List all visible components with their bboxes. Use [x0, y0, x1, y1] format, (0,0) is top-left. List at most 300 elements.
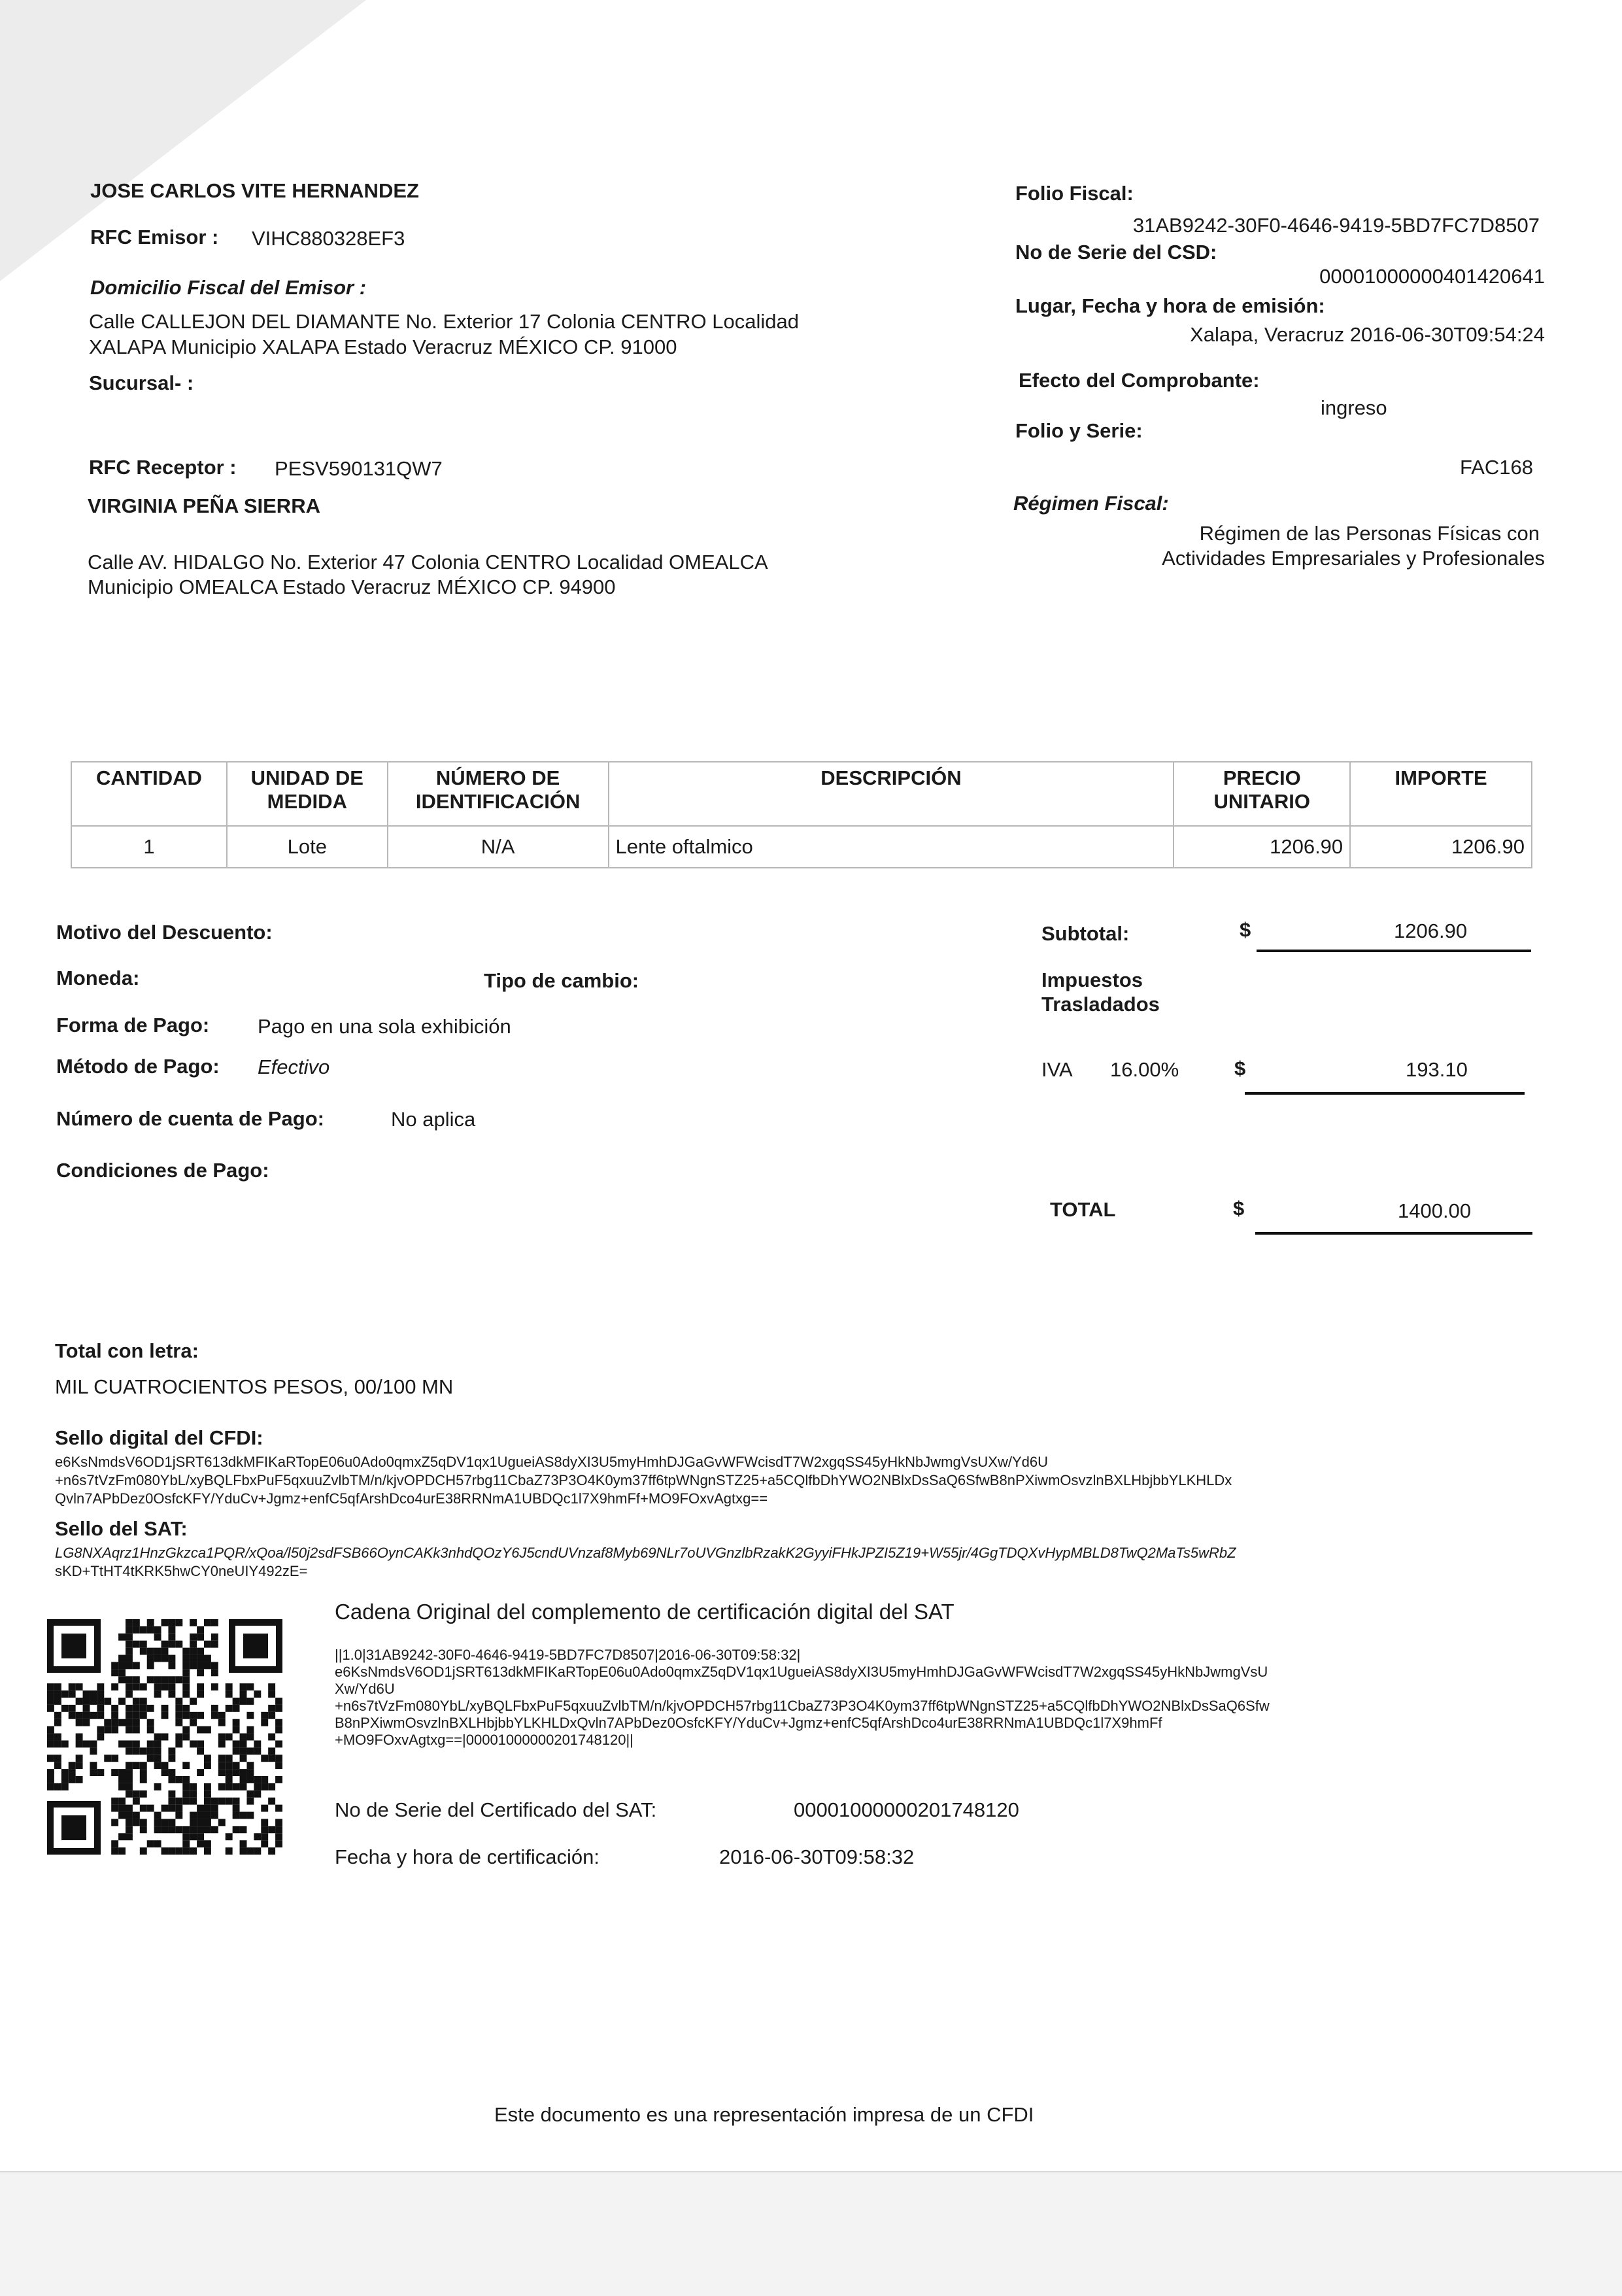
qr-module [168, 1634, 175, 1641]
qr-code [47, 1619, 282, 1855]
qr-module [197, 1683, 204, 1690]
qr-module [275, 1805, 282, 1812]
qr-module [83, 1698, 90, 1705]
qr-module [233, 1769, 240, 1776]
qr-module [211, 1662, 218, 1669]
qr-module [147, 1626, 154, 1634]
impuestos-label-1: Impuestos [1041, 968, 1143, 991]
qr-module [254, 1747, 261, 1755]
qr-module [233, 1783, 240, 1791]
cell-descripcion: Lente oftalmico [609, 826, 1174, 868]
qr-module [147, 1805, 154, 1812]
qr-module [168, 1805, 175, 1812]
qr-module [140, 1641, 147, 1648]
qr-module [197, 1712, 204, 1719]
qr-module [211, 1712, 218, 1719]
metodo-pago-value: Efectivo [258, 1055, 330, 1078]
moneda-label: Moneda: [56, 967, 140, 989]
qr-module [133, 1726, 140, 1734]
qr-module [240, 1826, 247, 1833]
qr-module [126, 1826, 133, 1833]
qr-module [261, 1783, 268, 1791]
qr-module [240, 1747, 247, 1755]
qr-module [118, 1655, 126, 1662]
qr-module [126, 1683, 133, 1690]
qr-module [147, 1719, 154, 1726]
qr-module [218, 1755, 226, 1762]
sello-sat-label: Sello del SAT: [55, 1517, 188, 1540]
qr-module [218, 1740, 226, 1747]
qr-module [190, 1619, 197, 1626]
qr-module [168, 1676, 175, 1683]
header-descripcion: DESCRIPCIÓN [609, 762, 1174, 826]
qr-module [154, 1755, 161, 1762]
qr-module [61, 1769, 69, 1776]
qr-module [240, 1698, 247, 1705]
header-precio-unitario: PRECIO UNITARIO [1174, 762, 1350, 826]
subtotal-currency: $ [1240, 918, 1251, 941]
qr-module [133, 1719, 140, 1726]
qr-module [226, 1833, 233, 1840]
domicilio-receptor-line1: Calle AV. HIDALGO No. Exterior 47 Colonia CENTRO Localidad OMEALCA [88, 551, 768, 574]
qr-module [182, 1690, 190, 1698]
qr-module [204, 1826, 211, 1833]
qr-module [175, 1705, 182, 1712]
qr-module [140, 1805, 147, 1812]
qr-module [154, 1676, 161, 1683]
qr-module [204, 1783, 211, 1791]
qr-module [126, 1747, 133, 1755]
qr-module [261, 1805, 268, 1812]
qr-module [168, 1847, 175, 1855]
qr-module [111, 1805, 118, 1812]
qr-module [154, 1655, 161, 1662]
qr-module [126, 1776, 133, 1783]
qr-module [275, 1833, 282, 1840]
folio-serie-value: FAC168 [1459, 456, 1533, 479]
qr-module [182, 1762, 190, 1769]
qr-module [126, 1762, 133, 1769]
qr-module [90, 1698, 97, 1705]
total-label: TOTAL [1050, 1198, 1116, 1221]
qr-module [233, 1705, 240, 1712]
qr-module [118, 1776, 126, 1783]
qr-module [190, 1634, 197, 1641]
qr-module [254, 1783, 261, 1791]
qr-module [261, 1776, 268, 1783]
qr-module [54, 1740, 61, 1747]
qr-module [154, 1747, 161, 1755]
qr-module [204, 1619, 211, 1626]
cell-cantidad: 1 [71, 826, 227, 868]
qr-module [61, 1705, 69, 1712]
rfc-receptor-label: RFC Receptor : [89, 456, 237, 479]
qr-module [168, 1755, 175, 1762]
qr-module [47, 1776, 54, 1783]
qr-module [90, 1690, 97, 1698]
qr-module [275, 1840, 282, 1847]
qr-module [140, 1698, 147, 1705]
qr-module [261, 1819, 268, 1826]
impuestos-label-2: Trasladados [1041, 993, 1160, 1016]
qr-module [226, 1762, 233, 1769]
qr-module [190, 1712, 197, 1719]
qr-module [54, 1734, 61, 1741]
qr-module [161, 1648, 169, 1655]
qr-module [154, 1626, 161, 1634]
iva-label: IVA [1041, 1058, 1073, 1081]
qr-module [118, 1634, 126, 1641]
qr-module [69, 1769, 76, 1776]
qr-module [218, 1734, 226, 1741]
qr-module [226, 1683, 233, 1690]
qr-module [190, 1648, 197, 1655]
qr-module [168, 1683, 175, 1690]
qr-module [47, 1698, 54, 1705]
qr-module [154, 1734, 161, 1741]
qr-module [204, 1641, 211, 1648]
qr-module [126, 1819, 133, 1826]
qr-module [133, 1798, 140, 1805]
qr-module [175, 1812, 182, 1819]
qr-module [182, 1648, 190, 1655]
qr-module [275, 1740, 282, 1747]
qr-module [275, 1698, 282, 1705]
qr-module [246, 1798, 254, 1805]
qr-module [111, 1798, 118, 1805]
qr-module [246, 1683, 254, 1690]
qr-module [268, 1783, 275, 1791]
qr-module [133, 1740, 140, 1747]
qr-module [168, 1690, 175, 1698]
qr-module [246, 1734, 254, 1741]
qr-module [226, 1783, 233, 1791]
serie-certificado-value: 00001000000201748120 [794, 1798, 1019, 1821]
qr-module [118, 1698, 126, 1705]
lugar-fecha-value: Xalapa, Veracruz 2016-06-30T09:54:24 [1190, 323, 1545, 346]
qr-module [233, 1747, 240, 1755]
qr-module [83, 1719, 90, 1726]
qr-module [83, 1740, 90, 1747]
iva-underline [1245, 1092, 1525, 1095]
qr-module [161, 1805, 169, 1812]
qr-module [168, 1619, 175, 1626]
qr-module [182, 1669, 190, 1676]
qr-module [226, 1769, 233, 1776]
cadena-line1: ||1.0|31AB9242-30F0-4646-9419-5BD7FC7D8507|2016-06-30T09:58:32| [335, 1647, 801, 1663]
metodo-pago-label: Método de Pago: [56, 1055, 220, 1078]
qr-module [133, 1619, 140, 1626]
qr-module [190, 1812, 197, 1819]
qr-module [147, 1648, 154, 1655]
qr-module [190, 1819, 197, 1826]
qr-module [111, 1840, 118, 1847]
domicilio-receptor-line2: Municipio OMEALCA Estado Veracruz MÉXICO CP. 94900 [88, 575, 616, 598]
forma-pago-value: Pago en una sola exhibición [258, 1015, 511, 1038]
qr-module [111, 1755, 118, 1762]
subtotal-underline [1257, 950, 1531, 952]
qr-module [126, 1805, 133, 1812]
qr-module [168, 1826, 175, 1833]
qr-module [118, 1798, 126, 1805]
qr-module [133, 1698, 140, 1705]
qr-module [233, 1812, 240, 1819]
qr-module [246, 1726, 254, 1734]
sello-sat-line2: sKD+TtHT4tKRK5hwCY0neUIY492zE= [55, 1563, 308, 1579]
motivo-descuento-label: Motivo del Descuento: [56, 921, 273, 944]
qr-module [161, 1641, 169, 1648]
qr-module [175, 1619, 182, 1626]
qr-module [118, 1740, 126, 1747]
qr-module [104, 1755, 111, 1762]
total-letra-value: MIL CUATROCIENTOS PESOS, 00/100 MN [55, 1375, 454, 1398]
qr-module [182, 1712, 190, 1719]
sello-cfdi-line3: Qvln7APbDez0OsfcKFY/YduCv+Jgmz+enfC5qfArshDco4urE38RRNmA1UBDQc1l7X9hmFf+MO9FOxvAgtxg== [55, 1490, 768, 1507]
qr-module [275, 1726, 282, 1734]
qr-module [211, 1805, 218, 1812]
qr-module [54, 1783, 61, 1791]
qr-module [190, 1798, 197, 1805]
qr-module [76, 1740, 83, 1747]
qr-module [204, 1791, 211, 1798]
qr-module [133, 1662, 140, 1669]
qr-module [161, 1712, 169, 1719]
qr-module [61, 1690, 69, 1698]
qr-module [47, 1705, 54, 1712]
qr-module [275, 1762, 282, 1769]
qr-module [175, 1712, 182, 1719]
domicilio-emisor-line1: Calle CALLEJON DEL DIAMANTE No. Exterior 17 Colonia CENTRO Localidad [89, 310, 799, 333]
qr-module [168, 1747, 175, 1755]
qr-module [47, 1734, 54, 1741]
qr-module [147, 1662, 154, 1669]
condiciones-pago-label: Condiciones de Pago: [56, 1159, 269, 1182]
qr-module [240, 1740, 247, 1747]
qr-module [204, 1655, 211, 1662]
qr-module [197, 1655, 204, 1662]
qr-module [261, 1712, 268, 1719]
qr-module [69, 1776, 76, 1783]
qr-module [190, 1655, 197, 1662]
qr-module [140, 1791, 147, 1798]
qr-module [111, 1705, 118, 1712]
qr-module [268, 1826, 275, 1833]
qr-module [54, 1719, 61, 1726]
total-letra-label: Total con letra: [55, 1339, 199, 1362]
qr-module [226, 1847, 233, 1855]
sello-cfdi-line1: e6KsNmdsV6OD1jSRT613dkMFIKaRTopE06u0Ado0qmxZ5qDV1qx1UgueiAS8dyXI3U5myHmhDJGaGvWFWcisdT7W2xgqSS45yHkNbJwmgVsUXw/Yd6U [55, 1454, 1048, 1470]
qr-module [197, 1819, 204, 1826]
qr-module [275, 1826, 282, 1833]
efecto-value: ingreso [1321, 396, 1387, 419]
qr-module [83, 1712, 90, 1719]
qr-module [211, 1669, 218, 1676]
qr-module [69, 1683, 76, 1690]
lugar-fecha-label: Lugar, Fecha y hora de emisión: [1015, 294, 1325, 317]
domicilio-emisor-label: Domicilio Fiscal del Emisor : [90, 276, 367, 299]
qr-module [190, 1698, 197, 1705]
qr-module [254, 1690, 261, 1698]
qr-module [168, 1819, 175, 1826]
header-cantidad: CANTIDAD [71, 762, 227, 826]
qr-module [76, 1776, 83, 1783]
qr-module [76, 1719, 83, 1726]
qr-module [175, 1740, 182, 1747]
qr-module [218, 1712, 226, 1719]
qr-module [154, 1762, 161, 1769]
qr-module [233, 1798, 240, 1805]
qr-module [133, 1712, 140, 1719]
qr-module [161, 1819, 169, 1826]
qr-module [182, 1676, 190, 1683]
qr-module [246, 1762, 254, 1769]
rfc-emisor-value: VIHC880328EF3 [252, 227, 405, 250]
qr-module [197, 1740, 204, 1747]
qr-module [54, 1712, 61, 1719]
qr-module [190, 1740, 197, 1747]
qr-module [154, 1819, 161, 1826]
qr-module [111, 1712, 118, 1719]
cadena-line5: B8nPXiwmOsvzlnBXLHbjbbYLKHLDxQvln7APbDez0OsfcKFY/YduCv+Jgmz+enfC5qfArshDco4urE38RRNmA1UBDQc1l7X9hmFf [335, 1715, 1162, 1731]
qr-module [133, 1747, 140, 1755]
qr-module [182, 1798, 190, 1805]
rfc-emisor-label: RFC Emisor : [90, 226, 219, 248]
qr-module [154, 1840, 161, 1847]
qr-module [97, 1683, 104, 1690]
qr-module [111, 1683, 118, 1690]
header-unidad: UNIDAD DE MEDIDA [227, 762, 388, 826]
qr-module [90, 1747, 97, 1755]
qr-module [76, 1755, 83, 1762]
cuenta-pago-label: Número de cuenta de Pago: [56, 1107, 324, 1130]
qr-module [161, 1769, 169, 1776]
qr-module [47, 1690, 54, 1698]
qr-module [126, 1783, 133, 1791]
qr-module [197, 1769, 204, 1776]
qr-module [190, 1783, 197, 1791]
qr-module [268, 1690, 275, 1698]
qr-module [182, 1662, 190, 1669]
qr-module [126, 1619, 133, 1626]
items-header-row [71, 762, 1532, 826]
qr-module [190, 1791, 197, 1798]
qr-module [69, 1705, 76, 1712]
iva-rate: 16.00% [1110, 1058, 1179, 1081]
qr-module [275, 1705, 282, 1712]
qr-module [175, 1641, 182, 1648]
qr-module [190, 1847, 197, 1855]
regimen-label: Régimen Fiscal: [1013, 492, 1169, 515]
qr-module [54, 1690, 61, 1698]
qr-module [204, 1812, 211, 1819]
qr-module [240, 1690, 247, 1698]
qr-module [118, 1833, 126, 1840]
qr-module [54, 1698, 61, 1705]
qr-module [54, 1683, 61, 1690]
tipo-cambio-label: Tipo de cambio: [484, 969, 639, 992]
qr-module [126, 1690, 133, 1698]
qr-module [268, 1847, 275, 1855]
qr-module [54, 1755, 61, 1762]
cadena-title: Cadena Original del complemento de certificación digital del SAT [335, 1600, 955, 1624]
qr-module [233, 1826, 240, 1833]
rfc-receptor-value: PESV590131QW7 [275, 457, 443, 480]
qr-module [182, 1791, 190, 1798]
qr-module [268, 1683, 275, 1690]
qr-module [275, 1819, 282, 1826]
sello-cfdi-label: Sello digital del CFDI: [55, 1426, 263, 1449]
cell-unidad: Lote [227, 826, 388, 868]
folio-fiscal-label: Folio Fiscal: [1015, 182, 1134, 205]
qr-module [268, 1798, 275, 1805]
qr-module [47, 1726, 54, 1734]
cuenta-pago-value: No aplica [391, 1108, 476, 1131]
qr-module [97, 1769, 104, 1776]
qr-module [240, 1840, 247, 1847]
qr-module [204, 1847, 211, 1855]
receptor-name: VIRGINIA PEÑA SIERRA [88, 494, 320, 517]
qr-module [254, 1833, 261, 1840]
cadena-line2: e6KsNmdsV6OD1jSRT613dkMFIKaRTopE06u0Ado0qmxZ5qDV1qx1UgueiAS8dyXI3U5myHmhDJGaGvWFWcisdT7W2xgqSS45yHkNbJwmgVsU [335, 1664, 1268, 1680]
qr-module [211, 1619, 218, 1626]
qr-module [140, 1769, 147, 1776]
emisor-name: JOSE CARLOS VITE HERNANDEZ [90, 179, 419, 202]
qr-module [218, 1762, 226, 1769]
table-row [71, 826, 1532, 868]
qr-module [268, 1747, 275, 1755]
qr-module [97, 1705, 104, 1712]
qr-module [197, 1840, 204, 1847]
qr-module [254, 1740, 261, 1747]
qr-module [54, 1762, 61, 1769]
qr-module [211, 1798, 218, 1805]
header-importe: IMPORTE [1350, 762, 1532, 826]
qr-module [233, 1762, 240, 1769]
qr-module [97, 1734, 104, 1741]
qr-module [268, 1755, 275, 1762]
qr-module [154, 1826, 161, 1833]
qr-module [83, 1690, 90, 1698]
qr-module [175, 1776, 182, 1783]
qr-module [69, 1762, 76, 1769]
qr-module [268, 1734, 275, 1741]
qr-module [61, 1776, 69, 1783]
qr-module [254, 1776, 261, 1783]
qr-module [218, 1798, 226, 1805]
qr-module [190, 1719, 197, 1726]
folio-serie-label: Folio y Serie: [1015, 419, 1143, 442]
qr-module [240, 1755, 247, 1762]
qr-module [261, 1833, 268, 1840]
qr-module [197, 1634, 204, 1641]
sello-sat-line1: LG8NXAqrz1HnzGkzca1PQR/xQoa/l50j2sdFSB66OynCAKk3nhdQOzY6J5cndUVnzaf8Myb69NLr7oUVGnzlbRzakK2GyyiFHkJPZI5Z19+W55jr/4GgTDQXvHypMBLD8TwQ2MaTs5wRbZ [55, 1545, 1236, 1561]
qr-module [126, 1676, 133, 1683]
qr-module [218, 1769, 226, 1776]
qr-module [275, 1755, 282, 1762]
qr-module [233, 1719, 240, 1726]
qr-module [233, 1726, 240, 1734]
qr-module [168, 1641, 175, 1648]
qr-module [133, 1705, 140, 1712]
qr-module [240, 1783, 247, 1791]
qr-module [182, 1683, 190, 1690]
qr-module [182, 1840, 190, 1847]
qr-module [133, 1641, 140, 1648]
sello-cfdi-line2: +n6s7tVzFm080YbL/xyBQLFbxPuF5qxuuZvlbTM/n/kjvOPDCH57rbg11CbaZ73P3O4K0ym37ff6tpWNgnSTZ25+a5CQlfbDhYWO2NBlxDsSaQ6SfwB8nPXiwmOsvzlnBXLHbjbbYLKHLDx [55, 1472, 1232, 1488]
qr-module [154, 1783, 161, 1791]
qr-module [126, 1769, 133, 1776]
qr-module [175, 1847, 182, 1855]
